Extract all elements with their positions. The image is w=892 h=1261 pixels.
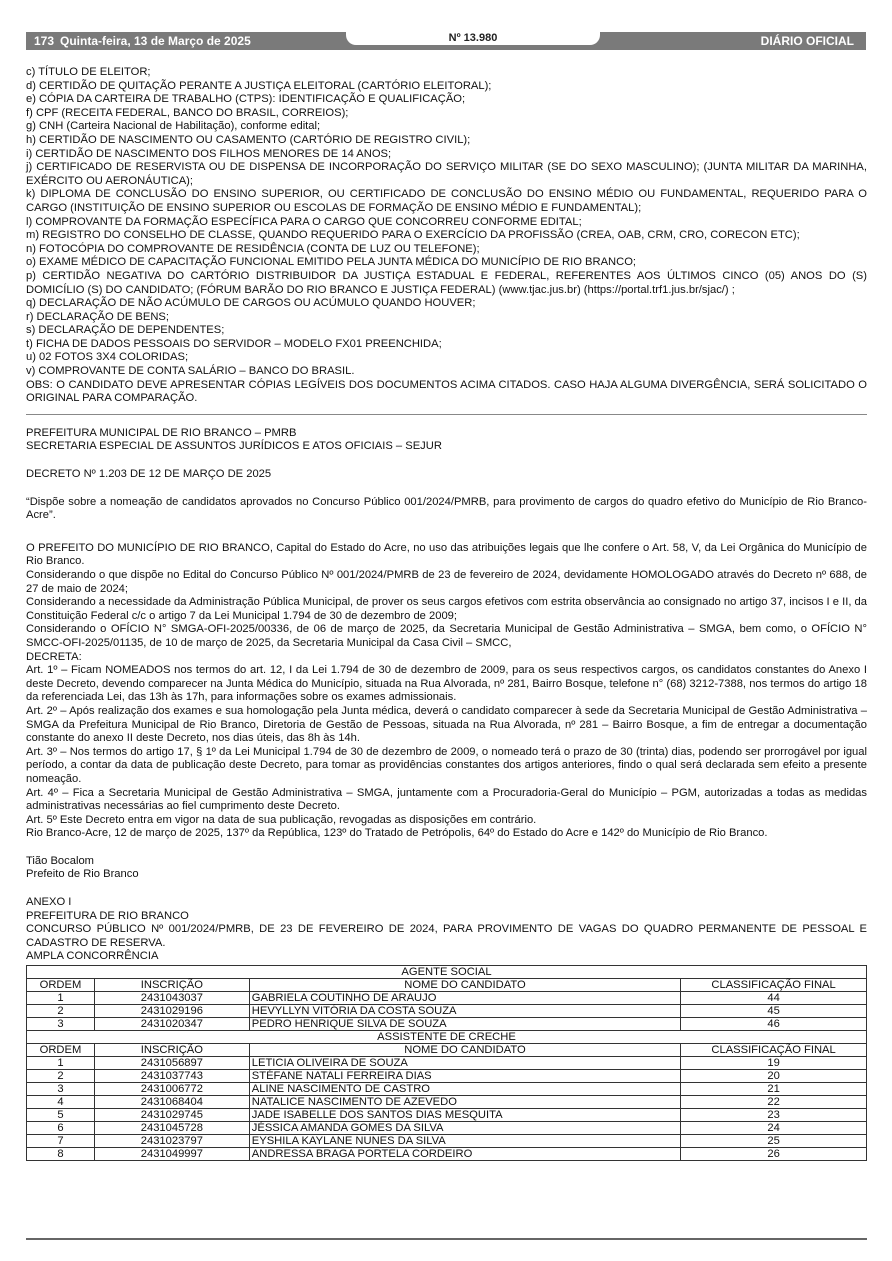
issuing-organization: PREFEITURA MUNICIPAL DE RIO BRANCO – PMRB — [26, 426, 297, 439]
candidate-name-cell: STÉFANE NATALI FERREIRA DIAS — [249, 1070, 680, 1083]
candidate-name-cell: JADE ISABELLE DOS SANTOS DIAS MESQUITA — [249, 1109, 680, 1122]
registration-cell: 2431006772 — [94, 1083, 249, 1096]
group-header-row — [27, 1031, 867, 1044]
registration-cell: 2431049997 — [94, 1148, 249, 1161]
registration-cell: 2431045728 — [94, 1122, 249, 1135]
annex-title: ANEXO I — [26, 896, 72, 909]
classification-cell: 19 — [681, 1057, 867, 1070]
candidate-name-cell: JÉSSICA AMANDA GOMES DA SILVA — [249, 1122, 680, 1135]
table-row — [27, 1005, 867, 1018]
issuing-secretariat: SECRETARIA ESPECIAL DE ASSUNTOS JURÍDICOS E ATOS OFICIAIS – SEJUR — [26, 440, 442, 453]
candidate-name-cell: ANDRESSA BRAGA PORTELA CORDEIRO — [249, 1148, 680, 1161]
annex-organization: PREFEITURA DE RIO BRANCO — [26, 909, 189, 922]
classification-cell: 24 — [681, 1122, 867, 1135]
column-header: CLASSIFICAÇÃO FINAL — [681, 1044, 867, 1057]
decree-article: Art. 5º Este Decreto entra em vigor na data de sua publicação, revogadas as disposições em contrário. — [26, 813, 537, 826]
classification-cell: 26 — [681, 1148, 867, 1161]
registration-cell: 2431043037 — [94, 992, 249, 1005]
decree-summary: “Dispõe sobre a nomeação de candidatos aprovados no Concurso Público 001/2024/PMRB, para provimento de cargos do quadro efetivo do Município de Rio Branco-Acre”. — [26, 495, 867, 522]
signer-name: Tião Bocalom — [26, 854, 94, 867]
list-item: l) COMPROVANTE DA FORMAÇÃO ESPECÍFICA PARA O CARGO QUE CONCORREU CONFORME EDITAL; — [26, 215, 582, 228]
annex-contest: CONCURSO PÚBLICO Nº 001/2024/PMRB, DE 23 DE FEVEREIRO DE 2024, PARA PROVIMENTO DE VAGAS DO QUADRO PERMANENTE DE PESSOAL E CADASTRO DE RESERVA. — [26, 923, 867, 949]
list-item: s) DECLARAÇÃO DE DEPENDENTES; — [26, 324, 225, 337]
list-item: g) CNH (Carteira Nacional de Habilitação), conforme edital; — [26, 120, 321, 133]
section-divider — [26, 414, 867, 415]
decree-article: Art. 4º – Fica a Secretaria Municipal de Gestão Administrativa – SMGA, juntamente com a Procuradoria-Geral do Município – PGM, autorizadas a todas as medidas administrativas necessárias ao fiel cumprimento deste Decreto. — [26, 786, 867, 813]
order-cell: 6 — [27, 1122, 95, 1135]
candidate-name-cell: NATALICE NASCIMENTO DE AZEVEDO — [249, 1096, 680, 1109]
list-item: r) DECLARAÇÃO DE BENS; — [26, 310, 169, 323]
registration-cell: 2431056897 — [94, 1057, 249, 1070]
page-header — [26, 32, 866, 50]
annex-category: AMPLA CONCORRÊNCIA — [26, 950, 159, 963]
order-cell: 2 — [27, 1070, 95, 1083]
list-item: u) 02 FOTOS 3X4 COLORIDAS; — [26, 351, 189, 364]
list-item: e) CÓPIA DA CARTEIRA DE TRABALHO (CTPS): IDENTIFICAÇÃO E QUALIFICAÇÃO; — [26, 93, 466, 106]
decree-title: DECRETO Nº 1.203 DE 12 DE MARÇO DE 2025 — [26, 468, 272, 481]
classification-cell: 45 — [681, 1005, 867, 1018]
registration-cell: 2431037743 — [94, 1070, 249, 1083]
list-item: c) TÍTULO DE ELEITOR; — [26, 66, 151, 78]
registration-cell: 2431023797 — [94, 1135, 249, 1148]
table-row — [27, 1096, 867, 1109]
table-row — [27, 1070, 867, 1083]
classification-cell: 22 — [681, 1096, 867, 1109]
table-row — [27, 1057, 867, 1070]
decree-paragraph: O PREFEITO DO MUNICÍPIO DE RIO BRANCO, Capital do Estado do Acre, no uso das atribuições legais que lhe confere o Art. 58, V, da Lei Orgânica do Município de Rio Branco. — [26, 541, 867, 568]
registration-cell: 2431068404 — [94, 1096, 249, 1109]
order-cell: 2 — [27, 1005, 95, 1018]
classification-cell: 20 — [681, 1070, 867, 1083]
list-item: j) CERTIFICADO DE RESERVISTA OU DE DISPENSA DE INCORPORAÇÃO DO SERVIÇO MILITAR (SE DO SEXO MASCULINO); (JUNTA MILITAR DA MARINHA, EXÉRCITO OU AERONÁUTICA); — [26, 161, 867, 187]
registration-cell: 2431029196 — [94, 1005, 249, 1018]
list-item: k) DIPLOMA DE CONCLUSÃO DO ENSINO SUPERIOR, OU CERTIFICADO DE CONCLUSÃO DO ENSINO MÉDIO OU FUNDAMENTAL, REQUERIDO PARA O CARGO (INSTITUIÇÃO DE ENSINO SUPERIOR OU ESCOLAS DE FORMAÇÃO DE ENSINO MÉDIO E FUNDAMENTAL); — [26, 188, 867, 214]
footer-divider — [26, 1238, 867, 1240]
list-item: d) CERTIDÃO DE QUITAÇÃO PERANTE A JUSTIÇA ELEITORAL (CARTÓRIO ELEITORAL); — [26, 79, 492, 92]
decree-dateline: Rio Branco-Acre, 12 de março de 2025, 137º da República, 123º do Tratado de Petrópolis, 64º do Estado do Acre e 142º do Município de Rio Branco. — [26, 827, 768, 840]
group-title: ASSISTENTE DE CRECHE — [27, 1031, 867, 1044]
order-cell: 3 — [27, 1083, 95, 1096]
list-item: m) REGISTRO DO CONSELHO DE CLASSE, QUANDO REQUERIDO PARA O EXERCÍCIO DA PROFISSÃO (CREA, OAB, CRM, CRO, CORECON ETC); — [26, 229, 800, 242]
classification-cell: 25 — [681, 1135, 867, 1148]
group-title: AGENTE SOCIAL — [27, 966, 867, 979]
table-row — [27, 1122, 867, 1135]
column-header-row — [27, 1044, 867, 1057]
column-header: CLASSIFICAÇÃO FINAL — [681, 979, 867, 992]
column-header: INSCRIÇÃO — [94, 1044, 249, 1057]
list-item: o) EXAME MÉDICO DE CAPACITAÇÃO FUNCIONAL EMITIDO PELA JUNTA MÉDICA DO MUNICÍPIO DE RIO BRANCO; — [26, 256, 637, 269]
classification-cell: 21 — [681, 1083, 867, 1096]
decree-article: Art. 2º – Após realização dos exames e sua homologação pela Junta médica, deverá o candidato comparecer à sede da Secretaria Municipal de Gestão Administrativa – SMGA da Prefeitura Municipal de Rio Branco, Diretoria de Gestão de Pessoas, situada na Rua Alvorada, nº 281 – Bairro Bosque, a fim de entregar a documentação constante do anexo II deste Decreto, nos dias úteis, das 8h às 14h. — [26, 704, 867, 745]
decree-paragraph: Considerando o que dispõe no Edital do Concurso Público Nº 001/2024/PMRB de 23 de fevereiro de 2024, devidamente HOMOLOGADO através do Decreto nº 688, de 27 de maio de 2024; — [26, 569, 867, 595]
order-cell: 1 — [27, 1057, 95, 1070]
list-item: h) CERTIDÃO DE NASCIMENTO OU CASAMENTO (CARTÓRIO DE REGISTRO CIVIL); — [26, 133, 471, 146]
decree-article: Art. 1º – Ficam NOMEADOS nos termos do art. 12, I da Lei 1.794 de 30 de dezembro de 2009, para os seus respectivos cargos, os candidatos constantes do Anexo I deste Decreto, devendo comparecer na Junta Médica do Município, situada na Rua Alvorada, nº 281, Bairro Bosque, telefone n° (68) 3212-7388, nos termos do artigo 18 da referenciada Lei, das 13h às 17h, para informações sobre os exames admissionais. — [26, 664, 867, 704]
page-content — [26, 66, 867, 1161]
documents-list — [26, 66, 867, 406]
list-item: i) CERTIDÃO DE NASCIMENTO DOS FILHOS MENORES DE 14 ANOS; — [26, 147, 392, 160]
column-header: ORDEM — [27, 979, 95, 992]
group-header-row — [27, 966, 867, 979]
journal-name: DIÁRIO OFICIAL — [760, 34, 854, 48]
candidate-name-cell: GABRIELA COUTINHO DE ARAUJO — [249, 992, 680, 1005]
candidates-table — [26, 965, 867, 1161]
list-item: p) CERTIDÃO NEGATIVA DO CARTÓRIO DISTRIBUIDOR DA JUSTIÇA ESTADUAL E FEDERAL, REFERENTES AOS ÚLTIMOS CINCO (05) ANOS DO (S) DOMICÍLIO (S) DO CANDIDATO; (FÓRUM BARÃO DO RIO BRANCO E JUSTIÇA FEDERAL) (www.tjac.jus.br) (https://portal.trf1.jus.br/sjac/) ; — [26, 269, 867, 296]
list-item: v) COMPROVANTE DE CONTA SALÁRIO – BANCO DO BRASIL. — [26, 365, 355, 378]
table-row — [27, 992, 867, 1005]
list-item: n) FOTOCÓPIA DO COMPROVANTE DE RESIDÊNCIA (CONTA DE LUZ OU TELEFONE); — [26, 242, 480, 255]
column-header: NOME DO CANDIDATO — [249, 1044, 680, 1057]
order-cell: 3 — [27, 1018, 95, 1031]
list-item: t) FICHA DE DADOS PESSOAIS DO SERVIDOR – MODELO FX01 PREENCHIDA; — [26, 337, 442, 350]
edition-tab — [346, 32, 600, 45]
candidate-name-cell: PEDRO HENRIQUE SILVA DE SOUZA — [249, 1018, 680, 1031]
candidate-name-cell: ALINE NASCIMENTO DE CASTRO — [249, 1083, 680, 1096]
candidate-name-cell: HEVYLLYN VITÓRIA DA COSTA SOUZA — [249, 1005, 680, 1018]
order-cell: 8 — [27, 1148, 95, 1161]
edition-number: Nº 13.980 — [448, 32, 498, 44]
list-item: f) CPF (RECEITA FEDERAL, BANCO DO BRASIL, CORREIOS); — [26, 106, 349, 119]
decree-paragraph: Considerando o OFÍCIO N° SMGA-OFI-2025/00336, de 06 de março de 2025, da Secretaria Municipal de Gestão Administrativa – SMGA, bem como, o OFÍCIO N° SMCC-OFI-2025/01135, de 10 de março de 2025, da Secretaria Municipal da Casa Civil – SMCC, — [26, 623, 867, 649]
column-header: NOME DO CANDIDATO — [249, 979, 680, 992]
signer-role: Prefeito de Rio Branco — [26, 868, 139, 881]
table-row — [27, 1135, 867, 1148]
table-row — [27, 1148, 867, 1161]
column-header-row — [27, 979, 867, 992]
decree-paragraph: Considerando a necessidade da Administração Pública Municipal, de prover os seus cargos efetivos com estrita observância ao consignado no artigo 37, incisos I e II, da Constituição Federal c/c o artigo 7 da Lei Municipal 1.794 de 30 de dezembro de 2009; — [26, 596, 867, 622]
decree-paragraph: DECRETA: — [26, 650, 82, 663]
order-cell: 7 — [27, 1135, 95, 1148]
column-header: INSCRIÇÃO — [94, 979, 249, 992]
registration-cell: 2431029745 — [94, 1109, 249, 1122]
classification-cell: 44 — [681, 992, 867, 1005]
classification-cell: 46 — [681, 1018, 867, 1031]
order-cell: 4 — [27, 1096, 95, 1109]
order-cell: 5 — [27, 1109, 95, 1122]
list-item: q) DECLARAÇÃO DE NÃO ACÚMULO DE CARGOS OU ACÚMULO QUANDO HOUVER; — [26, 297, 476, 310]
classification-cell: 23 — [681, 1109, 867, 1122]
issue-date: Quinta-feira, 13 de Março de 2025 — [60, 34, 251, 48]
observation-note: OBS: O CANDIDATO DEVE APRESENTAR CÓPIAS LEGÍVEIS DOS DOCUMENTOS ACIMA CITADOS. CASO HAJA ALGUMA DIVERGÊNCIA, SERÁ SOLICITADO O ORIGINAL PARA COMPARAÇÃO. — [26, 378, 867, 405]
table-row — [27, 1109, 867, 1122]
candidate-name-cell: EYSHILA KAYLANE NUNES DA SILVA — [249, 1135, 680, 1148]
registration-cell: 2431020347 — [94, 1018, 249, 1031]
table-row — [27, 1018, 867, 1031]
candidate-name-cell: LETICIA OLIVEIRA DE SOUZA — [249, 1057, 680, 1070]
table-row — [27, 1083, 867, 1096]
column-header: ORDEM — [27, 1044, 95, 1057]
order-cell: 1 — [27, 992, 95, 1005]
decree-article: Art. 3º – Nos termos do artigo 17, § 1º da Lei Municipal 1.794 de 30 de dezembro de 2009, o nomeado terá o prazo de 30 (trinta) dias, podendo ser prorrogável por igual período, a contar da data de publicação deste Decreto, para tomar as providências constantes dos artigos anteriores, findo o qual será declarada sem efeito a presente nomeação. — [26, 745, 867, 785]
page-number: 173 — [34, 34, 55, 48]
